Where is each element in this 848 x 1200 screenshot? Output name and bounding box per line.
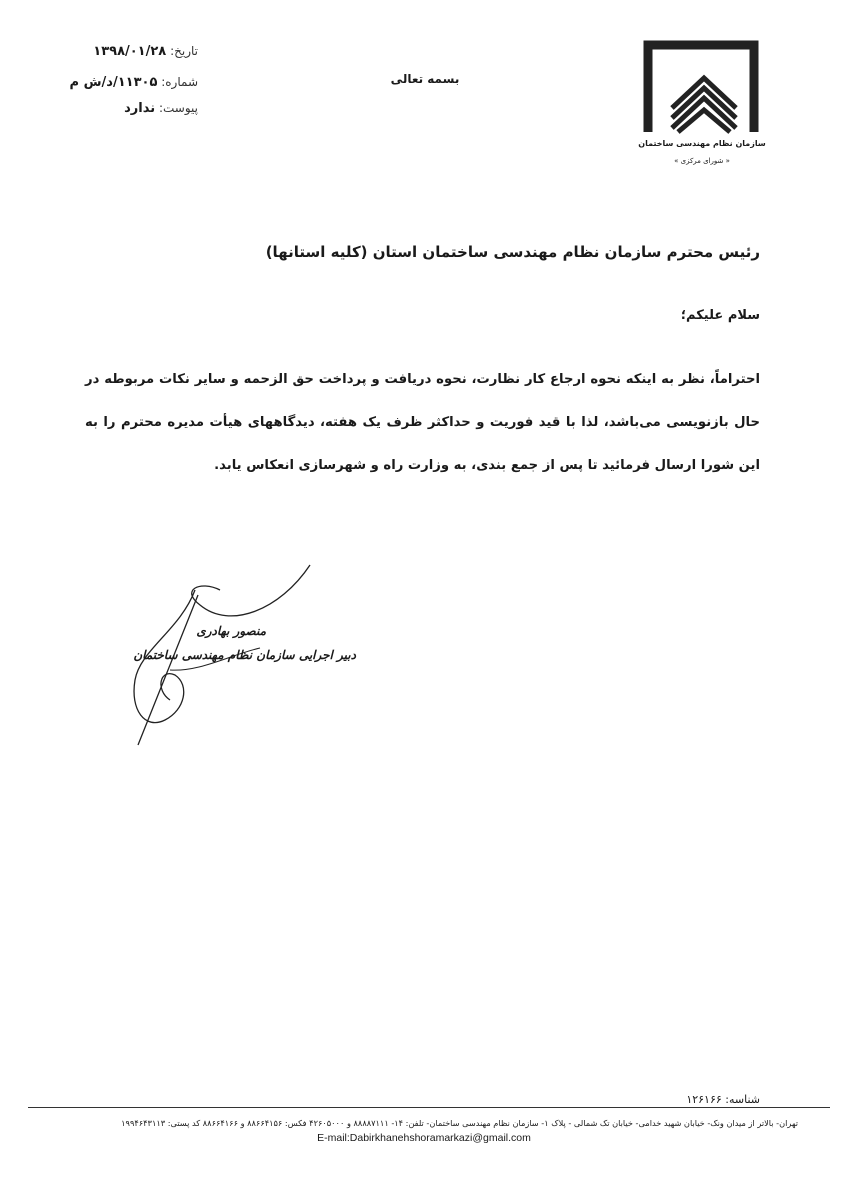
letter-attachment — [124, 101, 198, 116]
letter-recipient: رئیس محترم سازمان نظام مهندسی ساختمان استان (کلیه استانها) — [265, 243, 760, 261]
signatory-name: منصور بهادری — [196, 624, 266, 638]
tracking-id: شناسه: ۱۲۶۱۶۶ — [686, 1093, 760, 1106]
attachment-label: پیوست: — [158, 101, 198, 115]
footer-address: تهران- بالاتر از میدان ونک- خیابان شهید خدامی- خیابان تک شمالی - پلاک ۱- سازمان نظام مهندسی ساختمان- تلفن: ۱۴- ۸۸۸۸۷۱۱۱ و ۴۲۶۰۵۰۰۰ فکس: ۸۸۶۶۴۱۵۶ و ۸۸۶۶۴۱۶۶ کد پستی: ۱۹۹۴۶۴۳۱۱۳ — [121, 1118, 798, 1128]
letter-date — [93, 44, 198, 59]
basmala-heading: بسمه تعالی — [390, 72, 460, 86]
attachment-value: ندارد — [124, 101, 156, 116]
signatory-title: دبیر اجرایی سازمان نظام مهندسی ساختمان — [133, 648, 356, 662]
date-value: ۱۳۹۸/۰۱/۲۸ — [93, 44, 167, 59]
footer-email: E-mail:Dabirkhanehshoramarkazi@gmail.com — [317, 1132, 531, 1144]
letter-body: احتراماً، نظر به اینکه نحوه ارجاع کار نظارت، نحوه دریافت و پرداخت حق الزحمه و سایر نکات مربوطه در حال بازنویسی می‌باشد، لذا با قید فوریت و حداکثر ظرف یک هفته، دیدگاههای هیأت مدیره محترم را به این شورا ارسال فرمائید تا پس از جمع بندی، به وزارت راه و شهرسازی انعکاس یابد. — [85, 372, 760, 473]
date-label: تاریخ: — [170, 44, 198, 58]
council-subtitle: « شورای مرکزی » — [674, 157, 730, 165]
letter-number — [70, 75, 198, 90]
organization-logo-icon — [638, 40, 764, 140]
letter-greeting: سلام علیکم؛ — [680, 308, 760, 323]
organization-name: سازمان نظام مهندسی ساختمان — [638, 139, 766, 148]
number-value: ۱۱۳۰۵/د/ش م — [69, 75, 158, 90]
number-label: شماره: — [161, 75, 198, 89]
footer-divider — [28, 1107, 830, 1108]
